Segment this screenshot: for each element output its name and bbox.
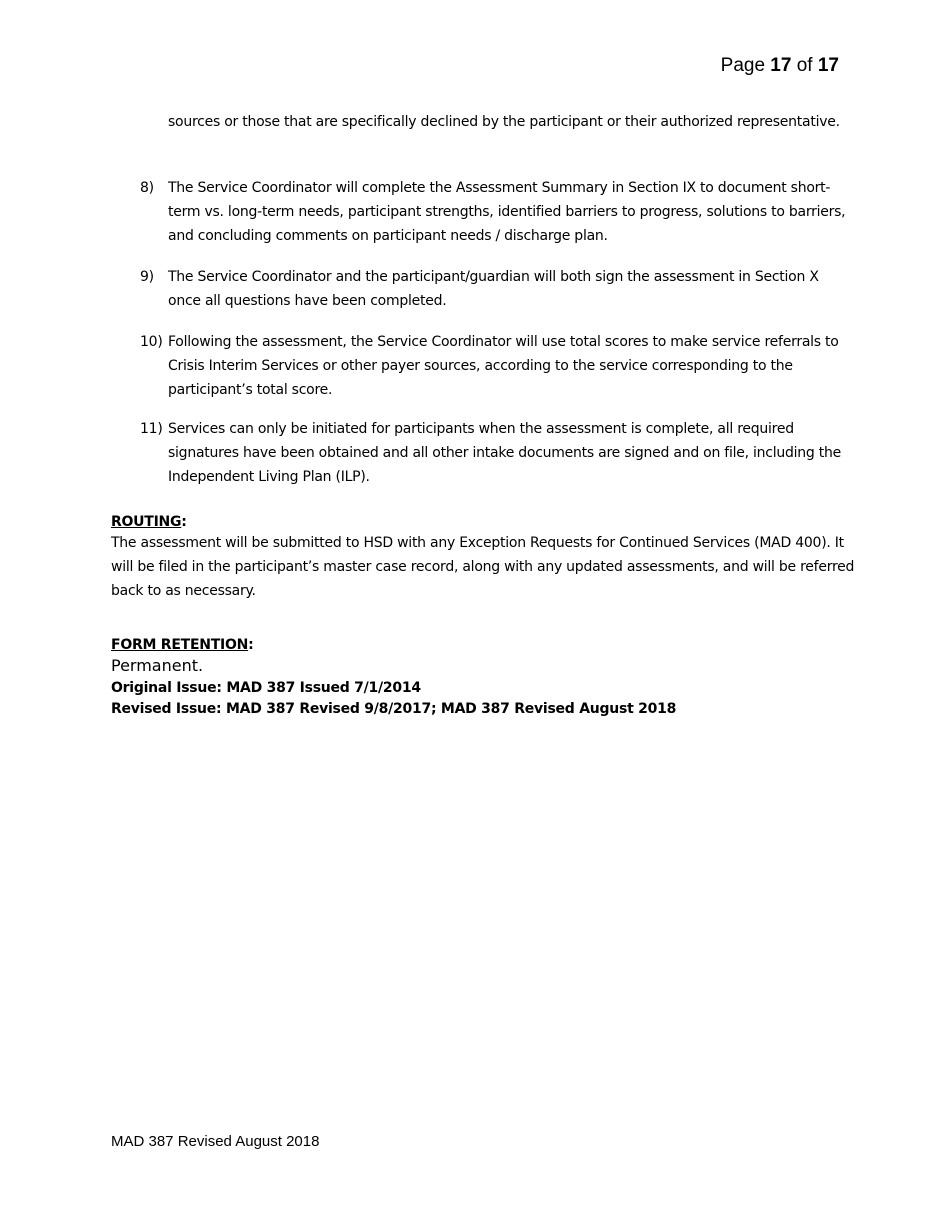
page-current: 17	[770, 55, 792, 76]
list-item-text: The Service Coordinator and the participant/guardian will both sign the assessment in Section X once all questions have been completed.	[168, 269, 819, 309]
list-item-number: 11)	[140, 421, 163, 437]
revised-issue: Revised Issue: MAD 387 Revised 9/8/2017; MAD 387 Revised August 2018	[111, 701, 677, 717]
list-item-number: 8)	[140, 180, 154, 196]
form-retention-body: Permanent.	[111, 656, 204, 675]
form-retention-heading-label: FORM RETENTION	[111, 637, 249, 653]
list-item	[140, 265, 850, 313]
list-item-text: The Service Coordinator will complete the Assessment Summary in Section IX to document short-term vs. long-term needs, participant strengths, identified barriers to progress, solutions to barriers, and concluding comments on participant needs / discharge plan.	[168, 180, 846, 244]
form-retention-heading	[111, 633, 253, 657]
original-issue: Original Issue: MAD 387 Issued 7/1/2014	[111, 680, 421, 696]
routing-heading-colon: :	[181, 514, 187, 530]
page-total: 17	[817, 55, 839, 76]
continuation-text: sources or those that are specifically declined by the participant or their authorized representative.	[168, 114, 840, 130]
list-item-text: Following the assessment, the Service Coordinator will use total scores to make service referrals to Crisis Interim Services or other payer sources, according to the service corresponding to the participant’s total score.	[168, 334, 839, 398]
page-label: Page	[720, 55, 766, 76]
form-retention-heading-colon: :	[248, 637, 254, 653]
list-item-number: 9)	[140, 269, 154, 285]
list-item	[140, 176, 850, 248]
routing-body: The assessment will be submitted to HSD with any Exception Requests for Continued Services (MAD 400). It will be filed in the participant’s master case record, along with any updated assessments, and will be referred back to as necessary.	[111, 535, 855, 599]
list-item	[140, 330, 850, 402]
page-of: of	[796, 55, 813, 76]
routing-heading-label: ROUTING	[111, 514, 182, 530]
list-item-number: 10)	[140, 334, 163, 350]
footer-text: MAD 387 Revised August 2018	[111, 1133, 320, 1150]
page-number	[721, 55, 839, 77]
list-item	[140, 417, 850, 489]
list-item-text: Services can only be initiated for participants when the assessment is complete, all required signatures have been obtained and all other intake documents are signed and on file, including the Independent Living Plan (ILP).	[168, 421, 841, 485]
